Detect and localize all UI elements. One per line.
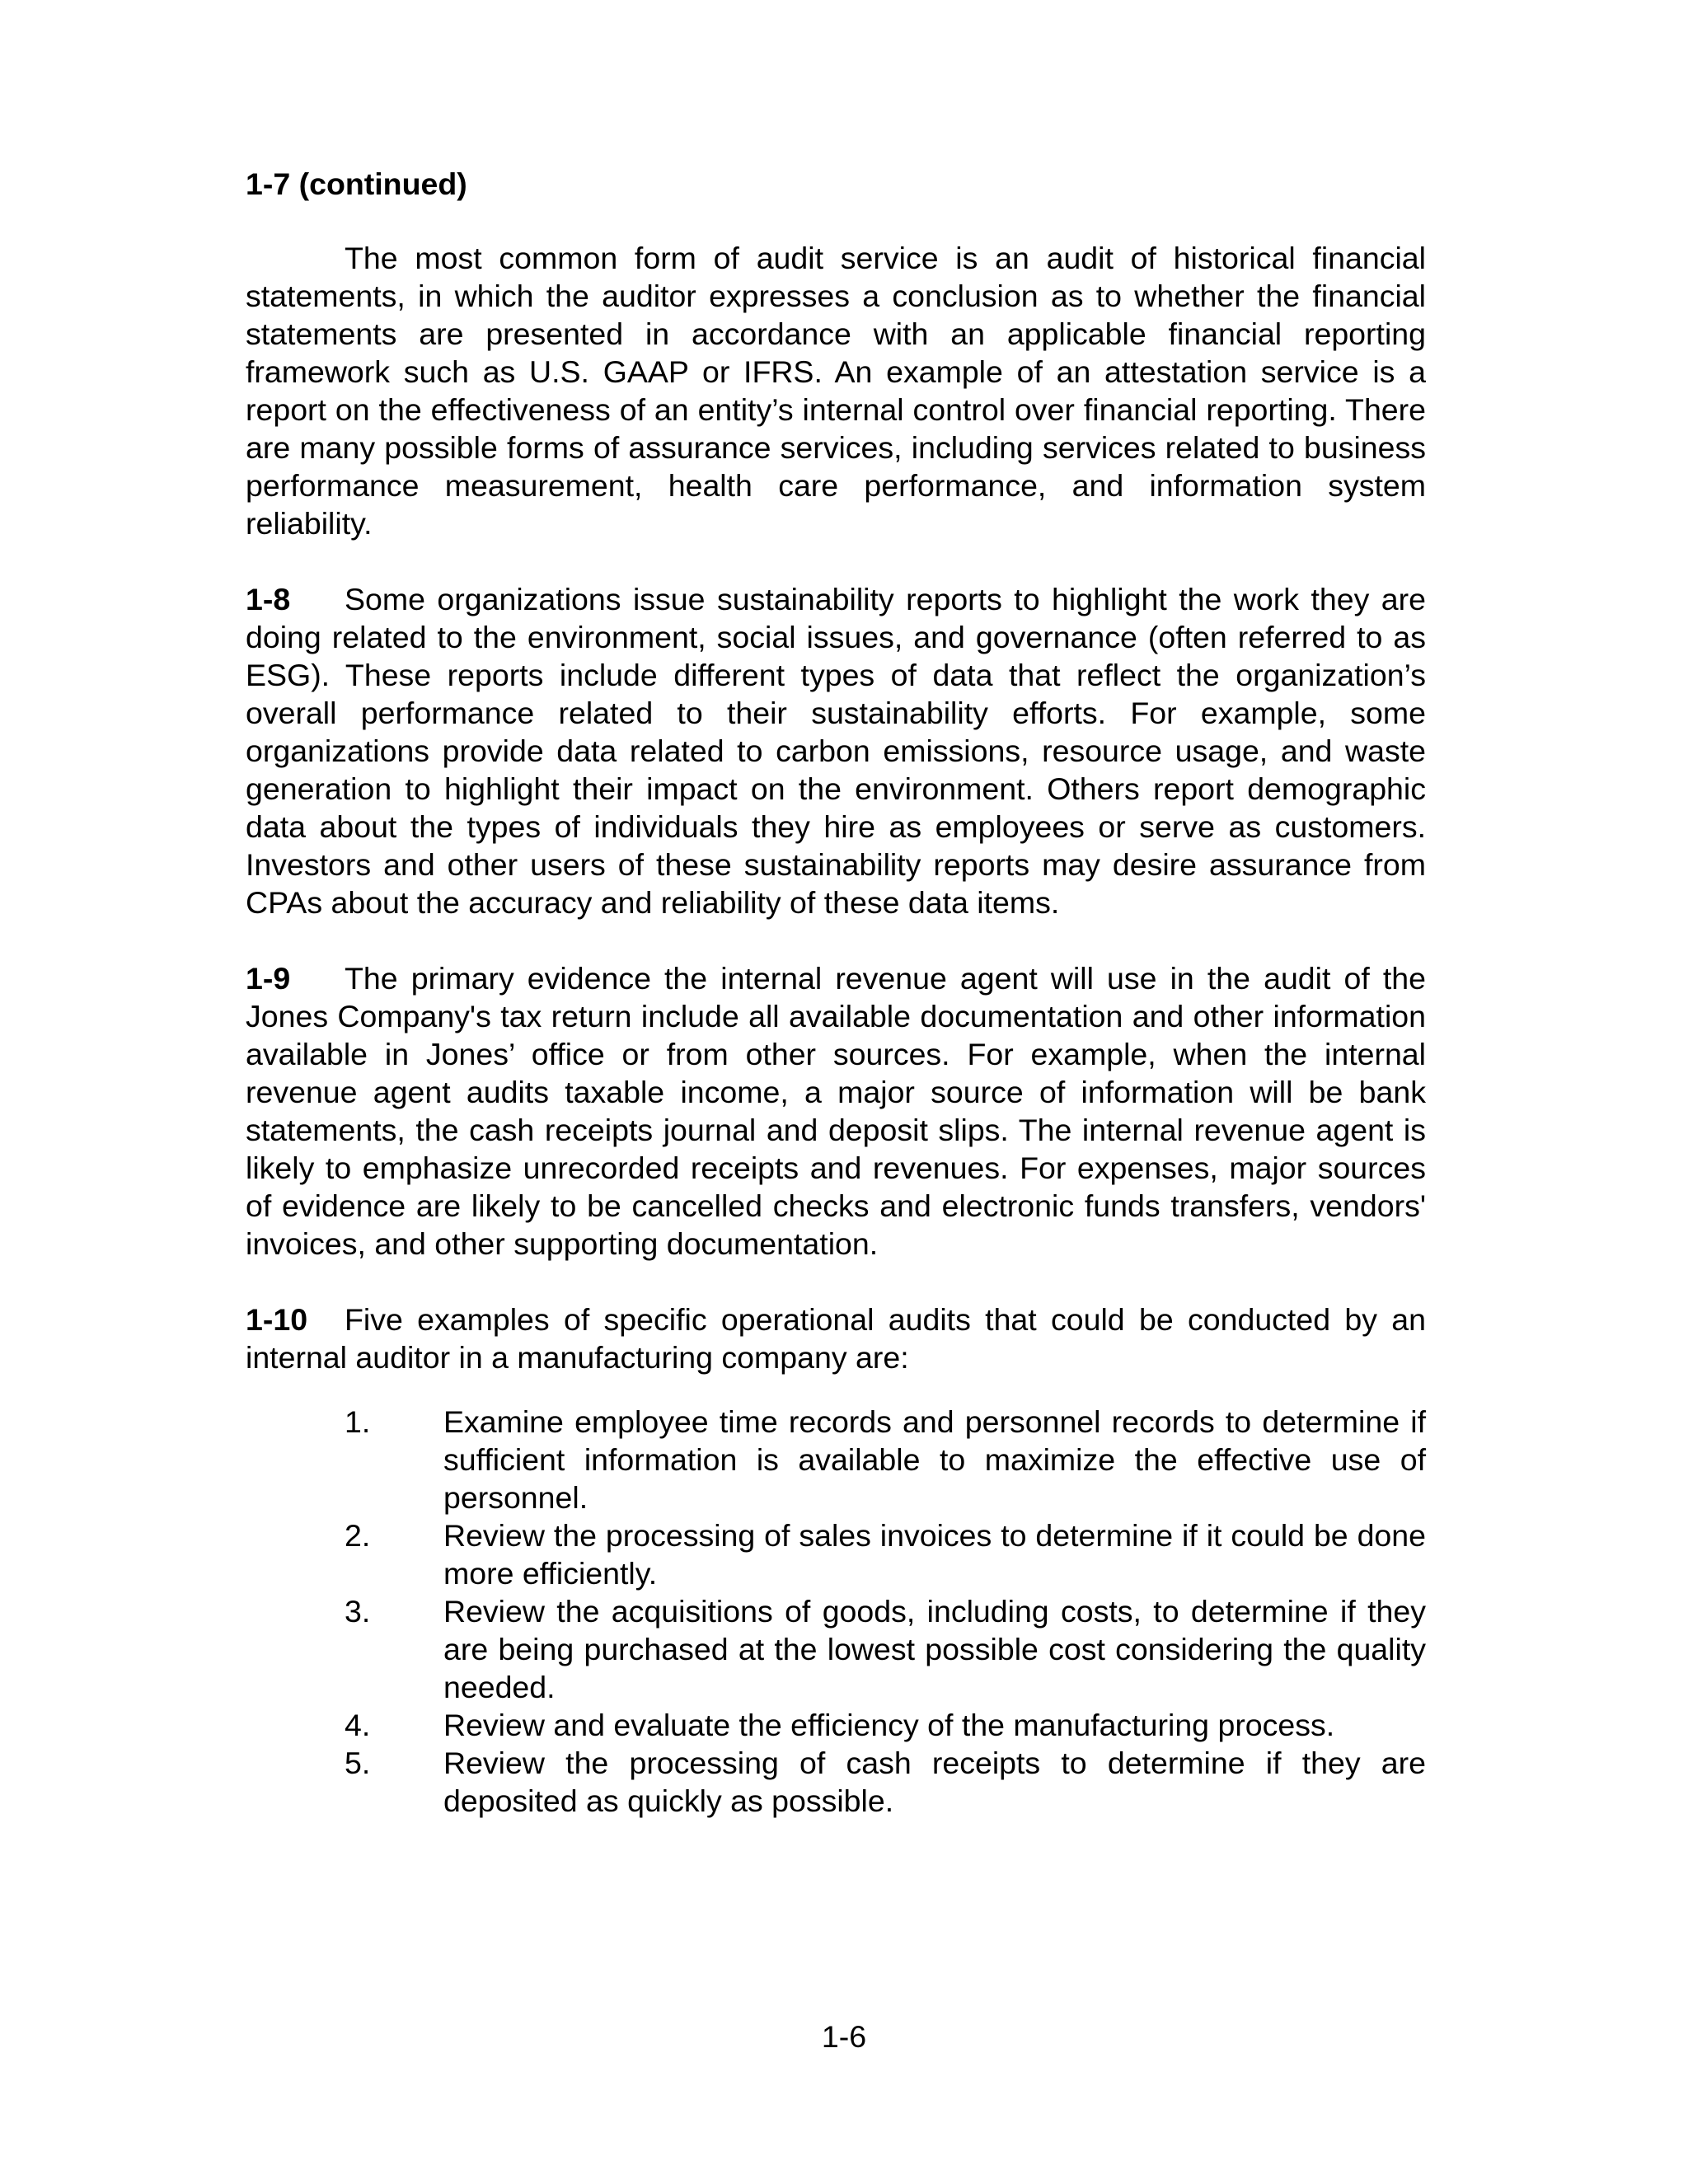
question-number-1-9: 1-9 [246,961,291,996]
question-number-1-10: 1-10 [246,1302,308,1337]
list-item [246,1744,1426,1820]
list-item-number: 3. [345,1594,371,1629]
list-item [246,1592,1426,1706]
question-number-1-8: 1-8 [246,582,291,616]
list-item-text: Review and evaluate the efficiency of the manufacturing process. [443,1708,1335,1742]
answer-1-10-text: Five examples of specific operational audits that could be conducted by an internal auditor in a manufacturing company are: [246,1302,1426,1375]
answer-1-8-text: Some organizations issue sustainability reports to highlight the work they are doing related to the environment, social issues, and governance (often referred to as ESG). These reports include different types of data that reflect the organization’s overall performance related to their sustainability efforts. For example, some organizations provide data related to carbon emissions, resource usage, and waste generation to highlight their impact on the environment. Others report demographic data about the types of individuals they hire as employees or serve as customers. Investors and other users of these sustainability reports may desire assurance from CPAs about the accuracy and reliability of these data items. [246,582,1426,920]
answer-1-8-paragraph [246,580,1426,921]
answer-1-10-paragraph [246,1301,1426,1376]
list-item-number: 2. [345,1518,371,1553]
section-heading: 1-7 (continued) [246,166,467,201]
answer-1-9-text: The primary evidence the internal revenue agent will use in the audit of the Jones Company's tax return include all available documentation and other information available in Jones’ office or from other sources. For example, when the internal revenue agent audits taxable income, a major source of information will be bank statements, the cash receipts journal and deposit slips. The internal revenue agent is likely to emphasize unrecorded receipts and revenues. For expenses, major sources of evidence are likely to be cancelled checks and electronic funds transfers, vendors' invoices, and other supporting documentation. [246,961,1426,1261]
document-page [246,165,1426,1820]
list-item-number: 1. [345,1404,371,1439]
list-item-number: 5. [345,1746,371,1780]
list-item-number: 4. [345,1708,371,1742]
answer-1-7-paragraph: The most common form of audit service is an audit of historical financial statements, in which the auditor expresses a conclusion as to whether the financial statements are presented in accordance with an applicable financial reporting framework such as U.S. GAAP or IFRS. An example of an attestation service is a report on the effectiveness of an entity’s internal control over financial reporting. There are many possible forms of assurance services, including services related to business performance measurement, health care performance, and information system reliability. [246,241,1426,541]
list-item [246,1706,1426,1744]
list-item-text: Review the processing of sales invoices to determine if it could be done more efficiently. [443,1518,1426,1591]
operational-audits-list [246,1403,1426,1820]
list-item-text: Review the processing of cash receipts to determine if they are deposited as quickly as possible. [443,1746,1426,1818]
page-number: 1-6 [821,2019,867,2054]
list-item-text: Examine employee time records and personnel records to determine if sufficient information is available to maximize the effective use of personnel. [443,1404,1426,1515]
list-item-text: Review the acquisitions of goods, including costs, to determine if they are being purchased at the lowest possible cost considering the quality needed. [443,1594,1426,1704]
list-item [246,1516,1426,1592]
list-item [246,1403,1426,1516]
answer-1-9-paragraph [246,959,1426,1263]
